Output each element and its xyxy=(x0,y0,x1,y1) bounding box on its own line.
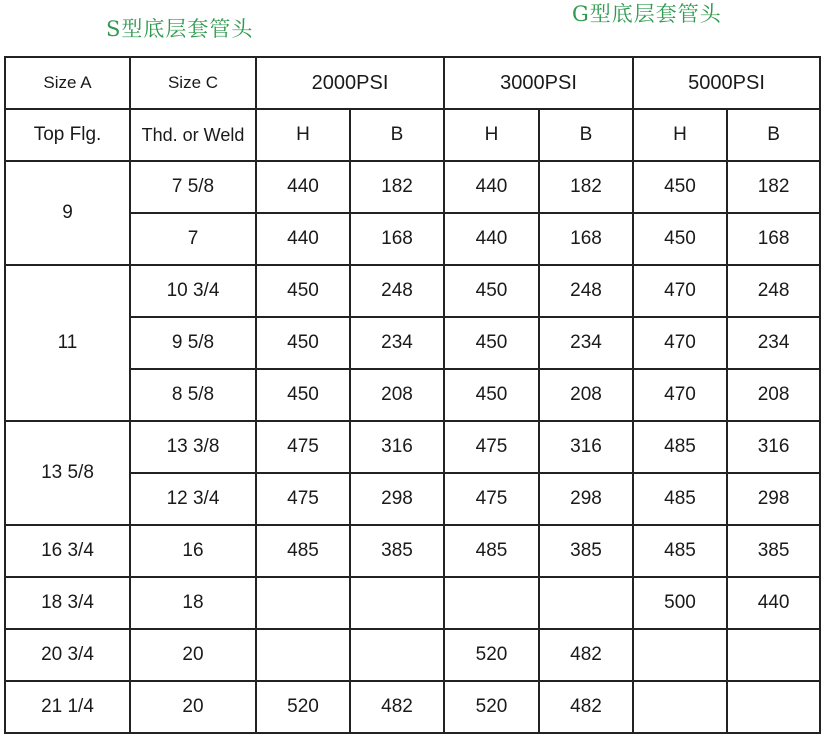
size-a-cell: 20 3/4 xyxy=(5,629,130,681)
value-cell: 298 xyxy=(727,473,820,525)
value-cell xyxy=(633,681,727,733)
size-c-cell: 12 3/4 xyxy=(130,473,256,525)
value-cell xyxy=(727,681,820,733)
size-c-cell: 16 xyxy=(130,525,256,577)
size-c-header: Size C xyxy=(130,57,256,109)
value-cell: 475 xyxy=(444,473,539,525)
s-type-title: S型底层套管头 xyxy=(106,17,254,41)
table-row xyxy=(5,681,820,733)
value-cell xyxy=(350,577,444,629)
value-cell: 485 xyxy=(256,525,350,577)
table-row xyxy=(5,161,820,213)
h-header: H xyxy=(256,109,350,161)
value-cell: 440 xyxy=(444,213,539,265)
value-cell: 234 xyxy=(350,317,444,369)
value-cell: 450 xyxy=(633,161,727,213)
h-header: H xyxy=(633,109,727,161)
value-cell: 440 xyxy=(256,213,350,265)
value-cell: 470 xyxy=(633,265,727,317)
size-a-cell: 21 1/4 xyxy=(5,681,130,733)
value-cell: 450 xyxy=(256,265,350,317)
value-cell xyxy=(727,629,820,681)
value-cell xyxy=(256,577,350,629)
size-c-cell: 7 xyxy=(130,213,256,265)
value-cell: 482 xyxy=(350,681,444,733)
value-cell: 248 xyxy=(727,265,820,317)
value-cell: 450 xyxy=(256,369,350,421)
value-cell: 475 xyxy=(256,473,350,525)
b-header: B xyxy=(350,109,444,161)
size-c-cell: 13 3/8 xyxy=(130,421,256,473)
psi-2000-header: 2000PSI xyxy=(256,57,444,109)
value-cell: 485 xyxy=(633,421,727,473)
value-cell: 298 xyxy=(350,473,444,525)
value-cell: 168 xyxy=(727,213,820,265)
value-cell: 385 xyxy=(539,525,633,577)
table-row xyxy=(5,265,820,317)
value-cell: 485 xyxy=(444,525,539,577)
value-cell: 450 xyxy=(633,213,727,265)
value-cell: 248 xyxy=(350,265,444,317)
value-cell: 440 xyxy=(444,161,539,213)
value-cell: 475 xyxy=(256,421,350,473)
value-cell xyxy=(444,577,539,629)
value-cell: 182 xyxy=(727,161,820,213)
value-cell: 475 xyxy=(444,421,539,473)
value-cell xyxy=(539,577,633,629)
size-a-cell: 9 xyxy=(5,161,130,265)
value-cell: 440 xyxy=(727,577,820,629)
value-cell: 385 xyxy=(727,525,820,577)
value-cell: 208 xyxy=(727,369,820,421)
size-c-cell: 9 5/8 xyxy=(130,317,256,369)
size-a-cell: 13 5/8 xyxy=(5,421,130,525)
size-a-header: Size A xyxy=(5,57,130,109)
top-flg-header: Top Flg. xyxy=(5,109,130,161)
value-cell: 450 xyxy=(444,265,539,317)
thd-weld-header: Thd. or Weld xyxy=(130,109,256,161)
size-c-cell: 18 xyxy=(130,577,256,629)
value-cell: 500 xyxy=(633,577,727,629)
value-cell: 470 xyxy=(633,369,727,421)
value-cell: 248 xyxy=(539,265,633,317)
value-cell: 168 xyxy=(539,213,633,265)
table-row xyxy=(5,577,820,629)
h-header: H xyxy=(444,109,539,161)
value-cell: 440 xyxy=(256,161,350,213)
value-cell: 298 xyxy=(539,473,633,525)
size-c-cell: 10 3/4 xyxy=(130,265,256,317)
value-cell: 234 xyxy=(727,317,820,369)
table-row xyxy=(5,629,820,681)
table-row xyxy=(5,421,820,473)
size-c-cell: 8 5/8 xyxy=(130,369,256,421)
casing-head-spec-table xyxy=(4,56,821,734)
value-cell xyxy=(633,629,727,681)
value-cell: 470 xyxy=(633,317,727,369)
size-a-cell: 16 3/4 xyxy=(5,525,130,577)
value-cell: 316 xyxy=(727,421,820,473)
b-header: B xyxy=(539,109,633,161)
size-c-cell: 20 xyxy=(130,629,256,681)
size-c-cell: 20 xyxy=(130,681,256,733)
size-a-cell: 11 xyxy=(5,265,130,421)
value-cell: 316 xyxy=(350,421,444,473)
value-cell: 520 xyxy=(444,629,539,681)
value-cell: 485 xyxy=(633,473,727,525)
value-cell: 450 xyxy=(444,317,539,369)
size-c-cell: 7 5/8 xyxy=(130,161,256,213)
size-a-cell: 18 3/4 xyxy=(5,577,130,629)
value-cell: 482 xyxy=(539,629,633,681)
value-cell: 520 xyxy=(444,681,539,733)
value-cell: 385 xyxy=(350,525,444,577)
header-row-pressure xyxy=(5,57,820,109)
value-cell xyxy=(350,629,444,681)
psi-5000-header: 5000PSI xyxy=(633,57,820,109)
g-type-title: G型底层套管头 xyxy=(572,2,722,26)
header-row-dimensions xyxy=(5,109,820,161)
value-cell: 182 xyxy=(539,161,633,213)
value-cell: 316 xyxy=(539,421,633,473)
value-cell xyxy=(256,629,350,681)
table-row xyxy=(5,525,820,577)
value-cell: 168 xyxy=(350,213,444,265)
psi-3000-header: 3000PSI xyxy=(444,57,633,109)
value-cell: 208 xyxy=(539,369,633,421)
value-cell: 182 xyxy=(350,161,444,213)
value-cell: 450 xyxy=(444,369,539,421)
value-cell: 234 xyxy=(539,317,633,369)
value-cell: 450 xyxy=(256,317,350,369)
value-cell: 520 xyxy=(256,681,350,733)
value-cell: 485 xyxy=(633,525,727,577)
value-cell: 208 xyxy=(350,369,444,421)
b-header: B xyxy=(727,109,820,161)
value-cell: 482 xyxy=(539,681,633,733)
